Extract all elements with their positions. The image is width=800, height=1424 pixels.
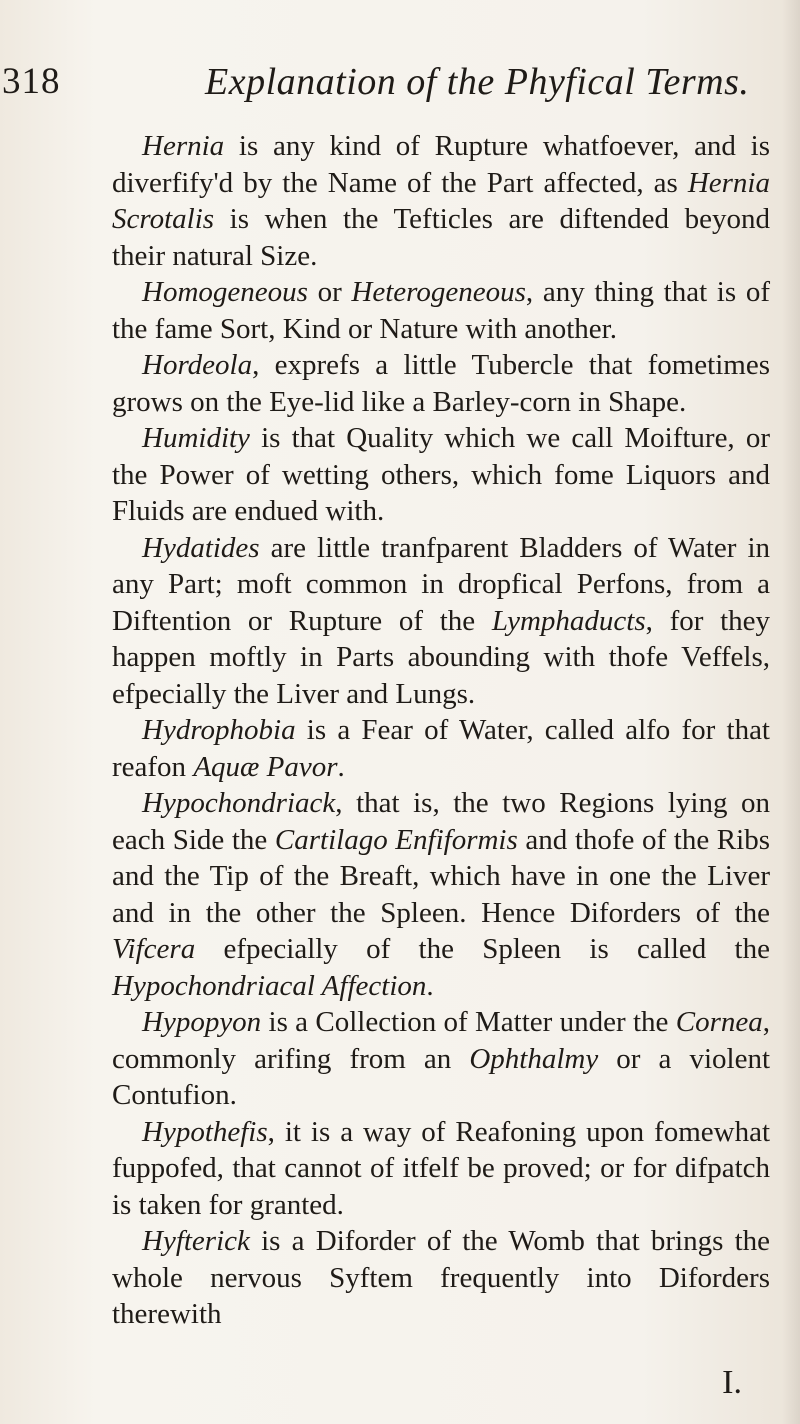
- definition-text: , any thing that is of the fame Sort, Kind or Nature with another.: [112, 276, 770, 345]
- definition-text: , it is a way of Reafoning upon fomewhat fuppofed, that cannot of itfelf be proved; or for difpatch is taken for granted.: [112, 1115, 770, 1221]
- definition-text: or a violent Contufion.: [112, 1042, 771, 1111]
- italic-text: Cartilago Enfiformis: [274, 823, 518, 856]
- entry-hydatides: [112, 530, 770, 713]
- page-number: 318: [2, 61, 61, 102]
- catchword: I.: [722, 1364, 742, 1401]
- entry-hypopyon: [112, 1004, 770, 1114]
- term: Hyfterick: [142, 1225, 250, 1257]
- term: Hypopyon: [142, 1006, 262, 1038]
- page-header: [0, 60, 800, 110]
- definition-text: .: [337, 750, 345, 783]
- italic-text: Heterogeneous: [351, 276, 526, 308]
- definition-text: , exprefs a little Tubercle that fometimes grows on the Eye-lid like a Barley-corn in Shape.: [112, 349, 770, 418]
- definition-text: .: [426, 969, 434, 1002]
- term: Homogeneous: [142, 276, 308, 308]
- entry-hypochondriack: [112, 785, 770, 1004]
- entry-homogeneous: [112, 274, 770, 347]
- term: Hordeola: [142, 349, 253, 381]
- definition-text: efpecially of the Spleen is called the: [195, 933, 770, 965]
- definition-text: is that Quality which we call Moifture, or the Power of wetting others, which fome Liquors and Fluids are endued with.: [112, 422, 770, 527]
- page-edge-shadow: [782, 0, 800, 1424]
- definition-text: or: [307, 276, 352, 308]
- italic-text: Aquæ Pavor: [193, 750, 338, 783]
- definition-text: and thofe of the Ribs and the Tip of the Breaft, which have in one the Liver and in the other the Spleen. Hence Diforders of the: [112, 823, 770, 929]
- definition-text: is a Collection of Matter under the: [261, 1006, 676, 1038]
- definition-text: is a Fear of Water, called alfo for that reafon: [112, 714, 770, 783]
- definition-text: is a Diforder of the Womb that brings the whole nervous Syftem frequently into Diforders therewith: [112, 1225, 770, 1330]
- term: Humidity: [142, 422, 250, 454]
- entry-hydrophobia: [112, 712, 770, 785]
- italic-text: Hypochondriacal Affection: [112, 969, 427, 1002]
- term: Hydrophobia: [142, 714, 296, 746]
- glossary-body: [112, 128, 770, 1333]
- term: Hypochondriack: [142, 787, 336, 819]
- entry-hypothesis: [112, 1114, 770, 1224]
- italic-text: Cornea: [675, 1006, 763, 1038]
- definition-text: is any kind of Rupture whatfoever, and is diverfify'd by the Name of the Part affected, as: [112, 130, 770, 199]
- entry-hysterick: [112, 1223, 770, 1333]
- running-head: Explanation of the Phyfical Terms.: [205, 61, 750, 103]
- definition-text: , for they happen moftly in Parts abounding with thofe Veffels, efpecially the Liver and Lungs.: [112, 604, 770, 710]
- italic-text: Vifcera: [112, 933, 196, 965]
- term: Hydatides: [142, 531, 260, 564]
- italic-text: Ophthalmy: [469, 1042, 599, 1075]
- entry-hernia: [112, 128, 770, 274]
- definition-text: , commonly arifing from an: [112, 1006, 770, 1075]
- definition-text: is when the Tefticles are diftended beyond their natural Size.: [112, 203, 770, 272]
- term: Hypothefis: [142, 1115, 268, 1148]
- italic-text: Lymphaducts: [491, 604, 646, 637]
- entry-hordeola: [112, 347, 770, 420]
- term: Hernia: [142, 130, 225, 162]
- entry-humidity: [112, 420, 770, 530]
- definition-text: are little tranfparent Bladders of Water in any Part; moft common in dropfical Perfons, from a Diftention or Rupture of the: [112, 531, 770, 637]
- italic-text: Hernia Scrotalis: [112, 166, 770, 235]
- definition-text: , that is, the two Regions lying on each Side the: [112, 787, 770, 856]
